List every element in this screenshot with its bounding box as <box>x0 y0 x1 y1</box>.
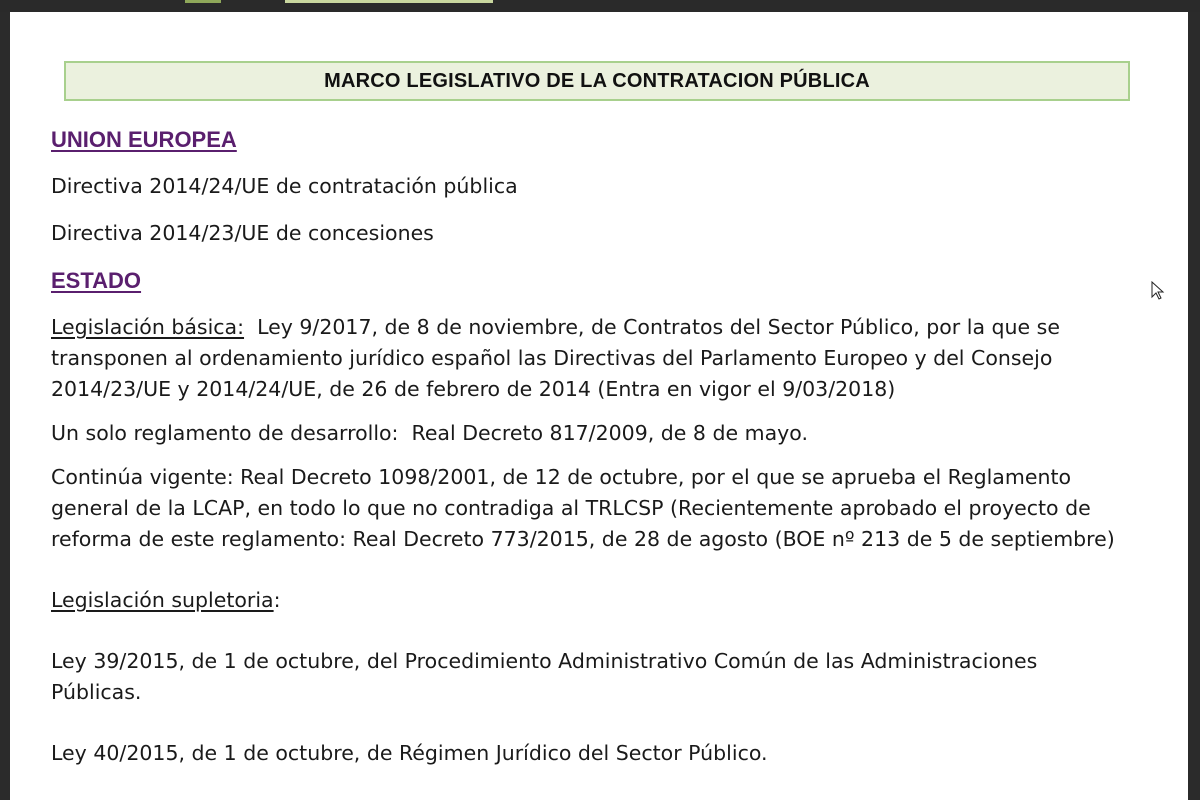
section-heading-union-europea: UNION EUROPEA <box>51 127 237 152</box>
paragraph-ley-39 <box>51 646 1171 708</box>
document-title: MARCO LEGISLATIVO DE LA CONTRATACION PÚBLICA <box>324 69 870 92</box>
toolbar-active-tab-indicator[interactable] <box>285 0 493 3</box>
top-toolbar <box>0 0 1200 12</box>
ley-40: Ley 40/2015, de 1 de octubre, de Régimen Jurídico del Sector Público. <box>51 741 768 765</box>
toolbar-tab-indicator[interactable] <box>185 0 221 3</box>
ue-directive-1: Directiva 2014/24/UE de contratación pública <box>51 174 518 198</box>
section-heading-estado: ESTADO <box>51 268 142 293</box>
legislacion-basica-line-2: transponen al ordenamiento jurídico español las Directivas del Parlamento Europeo y del Consejo <box>51 346 1053 370</box>
vigente-line-1: Continúa vigente: Real Decreto 1098/2001, de 12 de octubre, por el que se aprueba el Reglamento <box>51 465 1072 489</box>
paragraph-continua-vigente <box>51 462 1171 555</box>
reglamento-desarrollo: Un solo reglamento de desarrollo: Real Decreto 817/2009, de 8 de mayo. <box>51 421 808 445</box>
vigente-line-2: general de la LCAP, en todo lo que no contradiga al TRLCSP (Recientemente aprobado el proyecto de <box>51 496 1091 520</box>
ley39-line-2: Públicas. <box>51 680 142 704</box>
legislacion-supletoria-heading <box>51 585 1171 616</box>
legislacion-supletoria-colon: : <box>273 588 281 612</box>
vigente-line-3: reforma de este reglamento: Real Decreto 773/2015, de 28 de agosto (BOE nº 213 de 5 de septiembre) <box>51 527 1115 551</box>
mouse-pointer-icon <box>1151 281 1165 301</box>
legislacion-basica-line-3: 2014/23/UE y 2014/24/UE, de 26 de febrero de 2014 (Entra en vigor el 9/03/2018) <box>51 377 896 401</box>
title-box <box>64 61 1130 101</box>
document-body <box>51 124 1171 769</box>
ue-directive-2: Directiva 2014/23/UE de concesiones <box>51 221 434 245</box>
ley39-line-1: Ley 39/2015, de 1 de octubre, del Procedimiento Administrativo Común de las Administraciones <box>51 649 1038 673</box>
paragraph-legislacion-basica <box>51 312 1171 405</box>
document-page <box>10 12 1188 800</box>
legislacion-basica-label: Legislación básica: <box>51 315 245 339</box>
legislacion-supletoria-label: Legislación supletoria <box>51 588 274 612</box>
legislacion-basica-line-1: Ley 9/2017, de 8 de noviembre, de Contratos del Sector Público, por la que se <box>244 315 1060 339</box>
